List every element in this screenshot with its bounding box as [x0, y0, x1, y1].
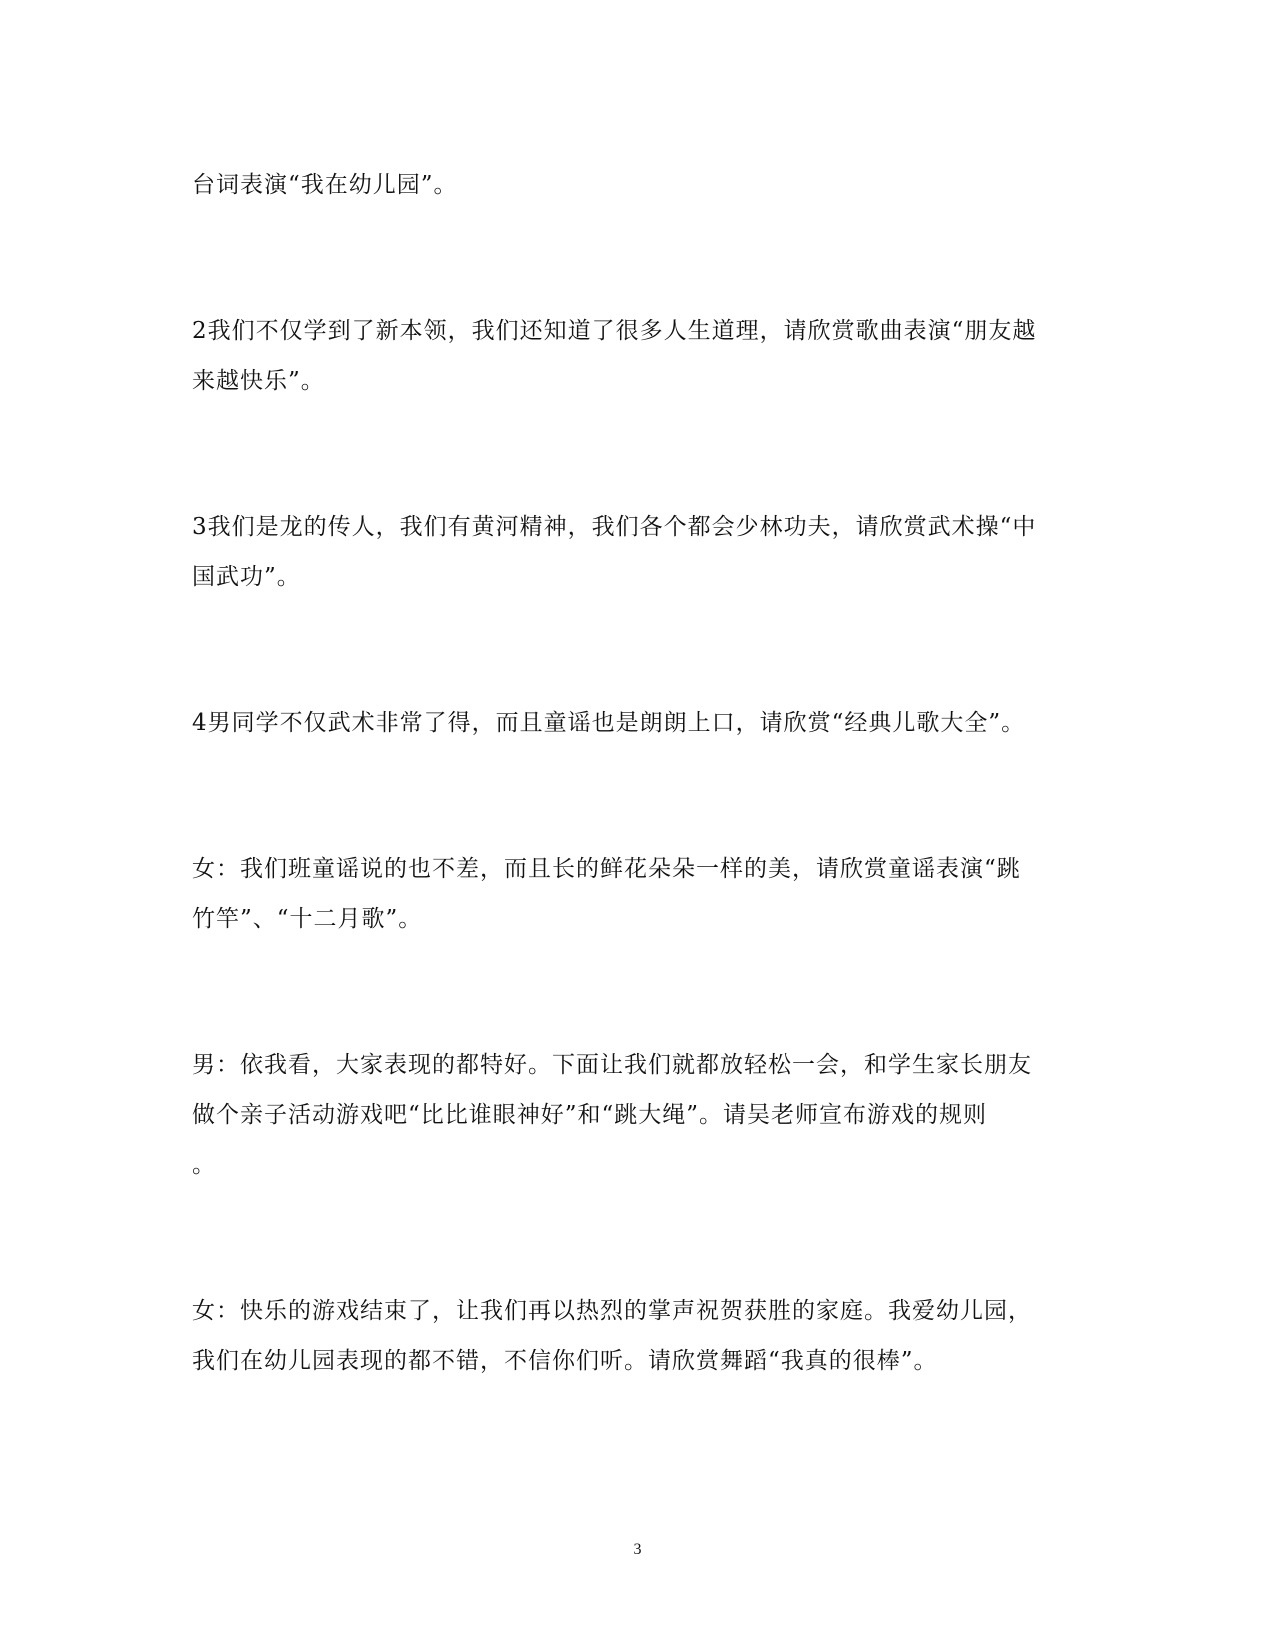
- paragraph-line: 。: [192, 1152, 216, 1178]
- paragraph-line: 男：依我看，大家表现的都特好。下面让我们就都放轻松一会，和学生家长朋友: [192, 1052, 1032, 1078]
- paragraph-item-2: [192, 306, 1092, 406]
- paragraph-line: 竹竿”、“十二月歌”。: [192, 906, 423, 932]
- paragraph-line: 做个亲子活动游戏吧“比比谁眼神好”和“跳大绳”。请吴老师宣布游戏的规则: [192, 1102, 988, 1128]
- paragraph-male-host: [192, 1040, 1092, 1190]
- paragraph-line: 2我们不仅学到了新本领，我们还知道了很多人生道理，请欣赏歌曲表演“朋友越: [192, 318, 1037, 344]
- paragraph-line: 我们在幼儿园表现的都不错，不信你们听。请欣赏舞蹈“我真的很棒”。: [192, 1348, 938, 1374]
- page-number: 3: [633, 1541, 642, 1558]
- paragraph-line: 3我们是龙的传人，我们有黄河精神，我们各个都会少林功夫，请欣赏武术操“中: [192, 514, 1037, 540]
- paragraph-line: 台词表演“我在幼儿园”。: [192, 172, 458, 198]
- paragraph-line: 来越快乐”。: [192, 368, 325, 394]
- paragraph-line: 国武功”。: [192, 564, 301, 590]
- paragraph-line: 4男同学不仅武术非常了得，而且童谣也是朗朗上口，请欣赏“经典儿歌大全”。: [192, 710, 1026, 736]
- paragraph-female-host-1: [192, 844, 1092, 944]
- paragraph-intro-performance: [192, 160, 1092, 210]
- paragraph-item-4: [192, 698, 1092, 748]
- paragraph-item-3: [192, 502, 1092, 602]
- paragraph-line: 女：我们班童谣说的也不差，而且长的鲜花朵朵一样的美，请欣赏童谣表演“跳: [192, 856, 1021, 882]
- paragraph-female-host-2: [192, 1286, 1092, 1386]
- paragraph-line: 女：快乐的游戏结束了，让我们再以热烈的掌声祝贺获胜的家庭。我爱幼儿园，: [192, 1298, 1032, 1324]
